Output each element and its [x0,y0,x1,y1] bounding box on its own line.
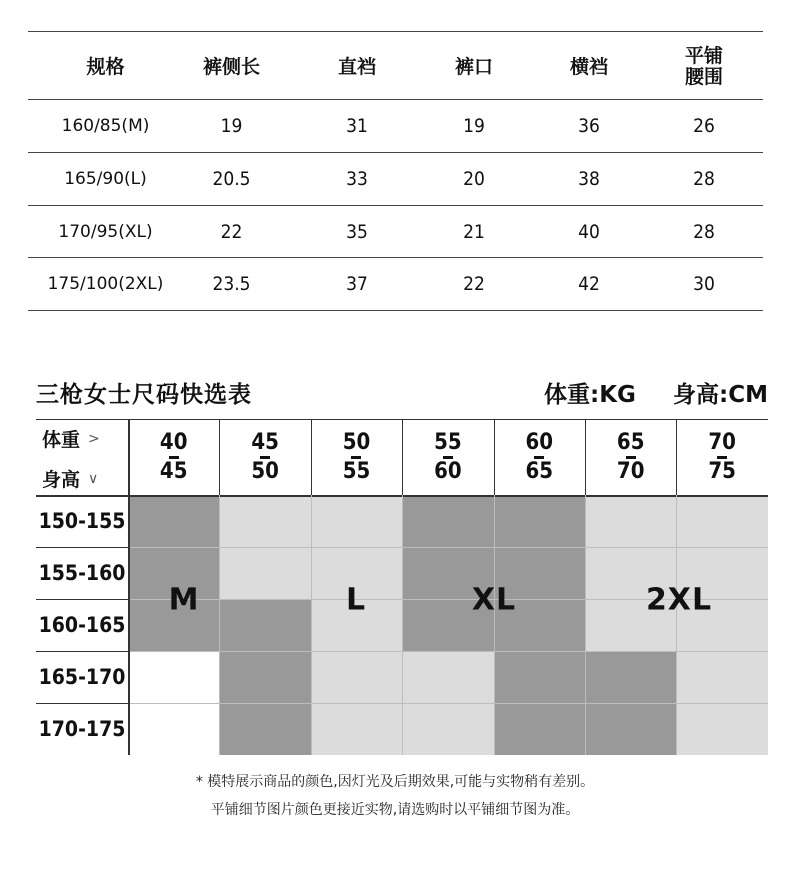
spec-value: 20 [463,168,485,190]
size-cell-dark [128,495,220,547]
weight-range-header [219,419,310,495]
weight-range-header [494,419,585,495]
size-cell-dark [219,599,311,651]
spec-size: 165/90(L) [64,169,147,189]
height-label-text: 身高 [42,469,81,491]
spec-value: 37 [346,273,368,295]
spec-value: 42 [578,273,600,295]
size-cell-light [311,703,403,755]
weight-from: 60 [525,429,554,455]
grid-col-line [128,419,130,755]
size-cell-light [585,495,677,547]
size-label-l: L [345,582,367,618]
size-cell-light [219,495,311,547]
cell-col-line [311,495,312,755]
size-cell-light [676,651,768,703]
weight-to: 70 [616,458,645,484]
header-cell: 裤口 [454,55,493,78]
weight-to: 45 [159,458,188,484]
grid-col-line [402,419,403,495]
size-cell-dark [494,651,586,703]
weight-to: 65 [525,458,554,484]
size-cell-light [676,495,768,547]
size-selector-grid [36,419,768,755]
header-cell: 裤侧长 [202,55,260,78]
size-cell-dark [585,703,677,755]
cell-row-line [128,547,768,548]
cell-col-line [494,495,495,755]
spec-size: 170/95(XL) [58,222,153,242]
spec-value: 22 [220,221,243,243]
spec-value: 20.5 [212,168,251,190]
height-range-label: 170-175 [38,717,126,741]
spec-value: 22 [463,273,485,295]
size-cell-dark [402,495,494,547]
table-bottom-rule [28,310,763,311]
note-line: * 模特展示商品的颜色,因灯光及后期效果,可能与实物稍有差别。 [195,774,595,790]
weight-from: 55 [434,429,462,455]
size-label-2xl: 2XL [645,582,713,618]
size-cell-light [402,703,494,755]
size-cell-light [219,547,311,599]
spec-value: 28 [693,221,715,243]
weight-from: 70 [708,429,736,455]
table-row [28,258,763,310]
size-cell-light [311,495,403,547]
spec-value: 26 [693,115,715,137]
cell-row-line [128,651,768,652]
spec-size: 160/85(M) [61,116,150,136]
grid-row-line [36,703,128,704]
grid-col-line [585,419,586,495]
chevron-down-icon: ∨ [88,470,99,487]
table-top-rule [28,31,763,32]
header-cell: 直裆 [337,55,376,78]
weight-axis-label [42,425,100,452]
cell-col-line [402,495,403,755]
height-range-label: 165-170 [38,665,126,689]
notes [0,768,790,824]
grid-col-line [494,419,495,495]
weight-range-header [585,419,676,495]
weight-range-header [402,419,493,495]
grid-row-line [36,599,128,600]
spec-value: 28 [693,168,715,190]
height-range-label: 155-160 [38,561,126,585]
size-cell-dark [219,703,311,755]
spec-value: 19 [220,115,243,137]
weight-to: 60 [434,458,462,484]
weight-range-header [676,419,767,495]
cell-col-line [219,495,220,755]
weight-range-header [128,419,219,495]
grid-row-line [36,651,128,652]
size-cell-dark [219,651,311,703]
weight-from: 45 [251,429,279,455]
spec-value: 30 [693,273,715,295]
cell-row-line [128,703,768,704]
height-unit-label: 身高:CM [673,382,768,408]
weight-from: 50 [342,429,371,455]
size-cell-white [128,703,220,755]
weight-unit-label: 体重:KG [544,382,636,408]
spec-value: 19 [463,115,485,137]
weight-to: 50 [251,458,279,484]
spec-value: 31 [346,115,368,137]
selector-title: 三枪女士尺码快选表 [36,382,252,408]
size-cell-dark [494,703,586,755]
spec-value: 38 [578,168,600,190]
size-cell-light [311,651,403,703]
weight-to: 75 [708,458,736,484]
header-cell: 横裆 [569,55,608,78]
weight-from: 40 [159,429,188,455]
size-label-m: M [168,582,200,618]
grid-row-line [36,547,128,548]
height-range-label: 160-165 [38,613,126,637]
spec-value: 36 [578,115,600,137]
size-cell-dark [585,651,677,703]
size-cell-dark [494,495,586,547]
grid-col-line [676,419,677,495]
table-row [28,100,763,152]
header-cell: 平铺 腰围 [684,45,723,88]
size-cell-white [128,651,220,703]
grid-col-line [219,419,220,495]
header-cell: 规格 [86,55,125,78]
note-line: 平铺细节图片颜色更接近实物,请选购时以平铺细节图为准。 [210,802,580,818]
weight-label-text: 体重 [42,429,81,451]
spec-value: 23.5 [212,273,251,295]
weight-from: 65 [616,429,645,455]
size-cell-light [676,703,768,755]
spec-value: 21 [463,221,485,243]
height-range-label: 150-155 [38,509,126,533]
table-row [28,153,763,205]
spec-value: 40 [578,221,600,243]
size-label-xl: XL [471,582,517,618]
cell-col-line [585,495,586,755]
cell-col-line [676,495,677,755]
size-cell-light [402,651,494,703]
table-header-row [28,33,763,101]
chevron-right-icon: > [88,430,100,447]
grid-col-line [311,419,312,495]
spec-value: 33 [346,168,368,190]
spec-value: 35 [346,221,368,243]
table-row [28,206,763,258]
spec-size: 175/100(2XL) [47,274,164,294]
weight-to: 55 [342,458,371,484]
weight-range-header [311,419,402,495]
height-axis-label [42,465,98,492]
